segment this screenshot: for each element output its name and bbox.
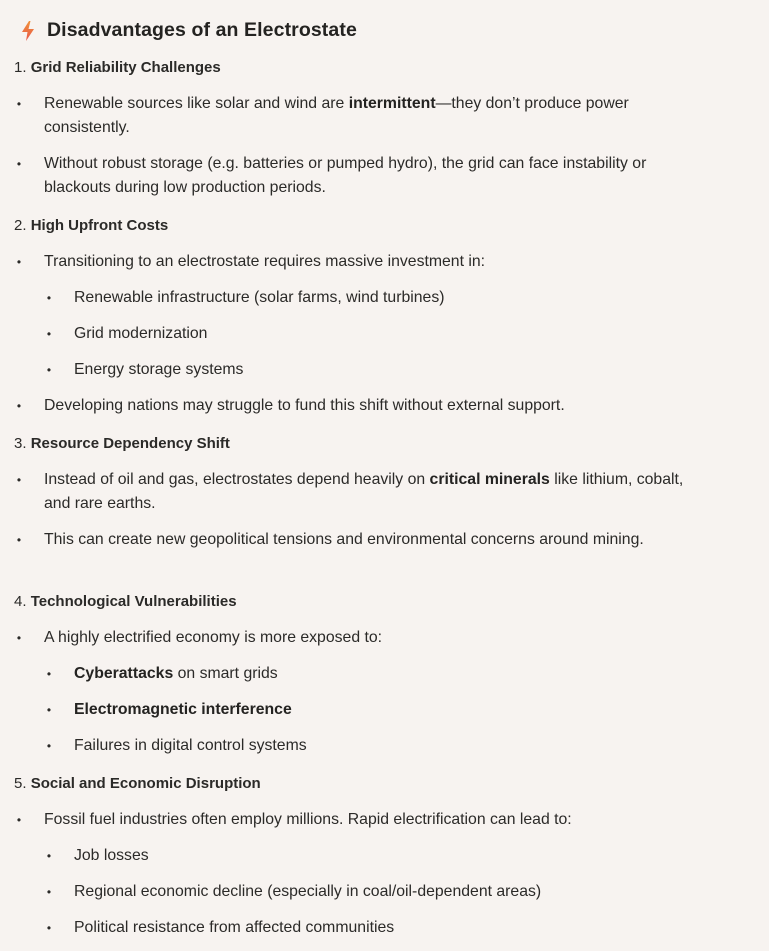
text-segment: Political resistance from affected communities — [74, 919, 395, 936]
list-item — [14, 152, 709, 200]
title-row — [20, 19, 357, 42]
section-title: Grid Reliability Challenges — [30, 59, 221, 76]
bullet-icon: • — [16, 399, 22, 413]
text-segment: Grid modernization — [74, 325, 208, 342]
bold-text: Electromagnetic interference — [74, 701, 292, 718]
list-item — [14, 92, 709, 140]
list-item — [14, 394, 709, 418]
bullet-icon: • — [16, 157, 22, 171]
text-segment: Regional economic decline (especially in coal/oil-dependent areas) — [74, 883, 542, 900]
list-item-text — [44, 468, 709, 516]
list-item-text — [74, 844, 769, 868]
text-segment: Failures in digital control systems — [74, 737, 307, 754]
sub-list-item — [14, 916, 769, 940]
lightning-bolt-icon — [20, 20, 36, 42]
list-item-text — [74, 286, 769, 310]
text-segment: Without robust storage (e.g. batteries or pumped hydro), the grid can face instability or blackouts during low production periods. — [44, 155, 647, 196]
sub-list-item — [14, 734, 769, 758]
bold-text: intermittent — [348, 95, 436, 112]
sub-list-item — [14, 286, 769, 310]
section-heading — [14, 216, 769, 236]
list-item — [14, 250, 709, 274]
section-heading — [14, 434, 769, 454]
list-item-text — [74, 734, 769, 758]
text-segment: Instead of oil and gas, electrostates depend heavily on — [44, 471, 430, 488]
text-segment: on smart grids — [173, 665, 278, 682]
list-item-text — [74, 322, 769, 346]
section-4 — [14, 592, 769, 758]
bullet-icon: • — [46, 667, 52, 681]
text-segment: Fossil fuel industries often employ millions. Rapid electrification can lead to: — [44, 811, 572, 828]
section-title: Social and Economic Disruption — [30, 775, 261, 792]
bullet-icon: • — [46, 921, 52, 935]
sub-list-item — [14, 322, 769, 346]
section-heading — [14, 774, 769, 794]
bullet-icon: • — [46, 849, 52, 863]
list-item-text — [44, 626, 709, 650]
list-item-text — [74, 662, 769, 686]
sub-list-item — [14, 880, 769, 904]
section-number: 4. — [14, 593, 27, 610]
bullet-icon: • — [46, 363, 52, 377]
bullet-icon: • — [16, 97, 22, 111]
section-title: Technological Vulnerabilities — [30, 593, 237, 610]
sub-list-item — [14, 698, 769, 722]
bullet-icon: • — [16, 631, 22, 645]
section-1 — [14, 58, 769, 200]
section-2 — [14, 216, 769, 418]
list-item-text — [44, 92, 709, 140]
bullet-icon: • — [16, 533, 22, 547]
list-item-text — [74, 358, 769, 382]
bold-text: critical minerals — [429, 471, 550, 488]
list-item-text — [74, 698, 769, 722]
bold-text: Cyberattacks — [74, 665, 174, 682]
text-segment: This can create new geopolitical tensions and environmental concerns around mining. — [44, 531, 644, 548]
sub-list-item — [14, 358, 769, 382]
list-item-text — [74, 916, 769, 940]
section-5 — [14, 774, 769, 940]
text-segment: Renewable infrastructure (solar farms, wind turbines) — [74, 289, 445, 306]
text-segment: Energy storage systems — [74, 361, 244, 378]
list-item — [14, 468, 709, 516]
section-title: High Upfront Costs — [30, 217, 169, 234]
text-segment: —they don’t produce power consistently. — [44, 95, 629, 136]
bullet-icon: • — [16, 255, 22, 269]
text-segment: A highly electrified economy is more exposed to: — [44, 629, 383, 646]
list-item-text — [74, 880, 769, 904]
text-segment: Developing nations may struggle to fund this shift without external support. — [44, 397, 565, 414]
text-segment: like lithium, cobalt, and rare earths. — [44, 471, 684, 512]
list-item — [14, 626, 709, 650]
bullet-icon: • — [46, 885, 52, 899]
bullet-icon: • — [46, 327, 52, 341]
list-item-text — [44, 394, 709, 418]
text-segment: Transitioning to an electrostate requires massive investment in: — [44, 253, 486, 270]
list-item-text — [44, 808, 709, 832]
section-title: Resource Dependency Shift — [30, 435, 230, 452]
section-heading — [14, 592, 769, 612]
list-item — [14, 808, 709, 832]
text-segment: Renewable sources like solar and wind are — [44, 95, 349, 112]
sub-list-item — [14, 844, 769, 868]
list-item-text — [44, 250, 709, 274]
sub-list-item — [14, 662, 769, 686]
section-number: 5. — [14, 775, 27, 792]
bullet-icon: • — [16, 473, 22, 487]
bullet-icon: • — [16, 813, 22, 827]
section-number: 2. — [14, 217, 27, 234]
text-segment: Job losses — [74, 847, 149, 864]
list-item-text — [44, 152, 709, 200]
bullet-icon: • — [46, 739, 52, 753]
bullet-icon: • — [46, 703, 52, 717]
section-number: 1. — [14, 59, 27, 76]
section-number: 3. — [14, 435, 27, 452]
section-heading — [14, 58, 769, 78]
bullet-icon: • — [46, 291, 52, 305]
list-item — [14, 528, 709, 552]
page-title: Disadvantages of an Electrostate — [47, 19, 357, 41]
section-3 — [14, 434, 769, 552]
list-item-text — [44, 528, 709, 552]
